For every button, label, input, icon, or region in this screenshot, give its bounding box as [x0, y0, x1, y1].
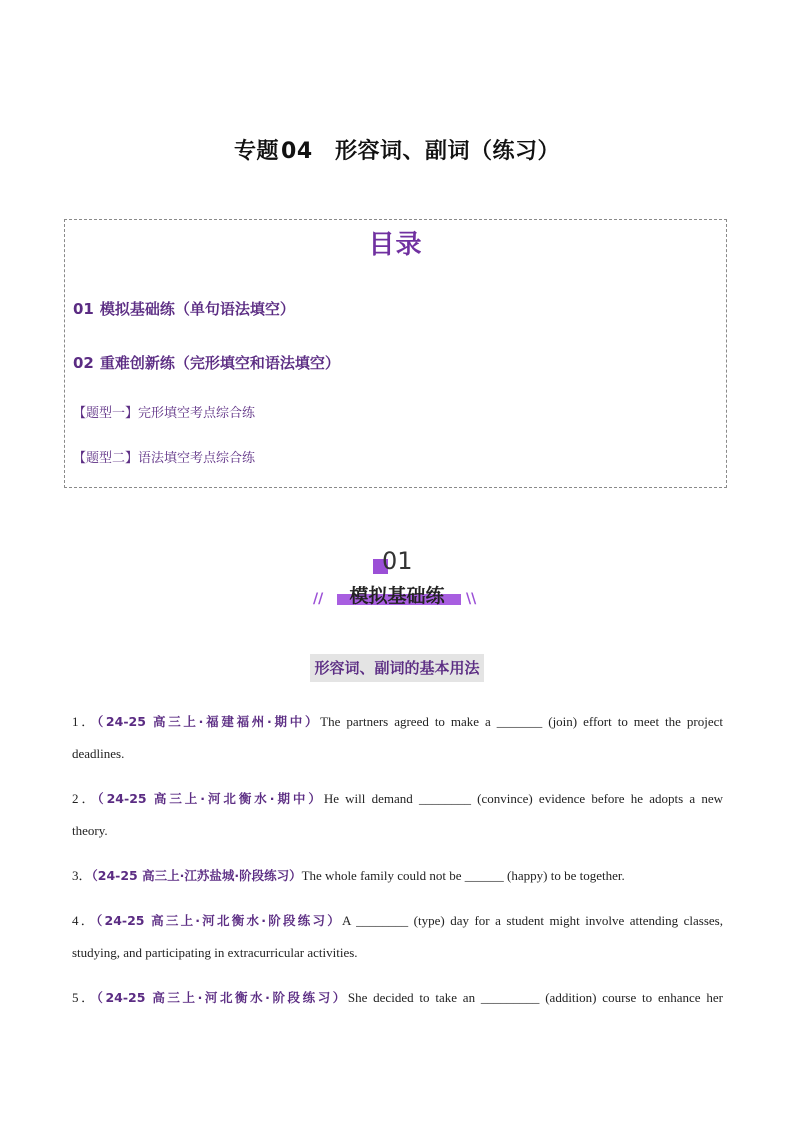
topic-heading: 形容词、副词的基本用法: [310, 654, 484, 682]
question-line: [72, 783, 723, 815]
document-title: [0, 134, 794, 165]
question-text-continued: theory.: [72, 823, 108, 838]
section-label: 模拟基础练: [349, 585, 445, 607]
toc-item-number: 02: [73, 354, 94, 372]
question-source: （24-25 高三上·福建福州·期中）: [96, 714, 321, 729]
question-line: [72, 982, 723, 1014]
section-number: 01: [382, 547, 413, 575]
question-source: （24-25 高三上·江苏盐城·阶段练习）: [91, 868, 302, 883]
question-text: She decided to take an _________ (addition) course to enhance her: [347, 990, 723, 1005]
toc-item-label: 模拟基础练（单句语法填空）: [99, 300, 295, 318]
question-index: 5．: [72, 990, 97, 1005]
toc-subitem-type-2[interactable]: 【题型二】语法填空考点综合练: [73, 451, 256, 466]
badge-slash-right: \\: [466, 591, 477, 607]
toc-item-01[interactable]: [73, 298, 295, 319]
question-index: 2．: [72, 791, 98, 806]
question-index: 1．: [72, 714, 97, 729]
question-3: [72, 860, 723, 892]
toc-heading: 目录: [368, 230, 423, 260]
question-source: （24-25 高三上·河北衡水·期中）: [97, 791, 324, 806]
question-text-continued: deadlines.: [72, 746, 125, 761]
question-line: [72, 905, 723, 937]
question-line: [72, 860, 723, 892]
question-text-continued: studying, and participating in extracurricular activities.: [72, 945, 358, 960]
question-text: The whole family could not be ______ (happy) to be together.: [301, 868, 625, 883]
title-prefix: 专题: [234, 139, 280, 164]
question-1: [72, 706, 723, 770]
title-number: 04: [281, 139, 313, 164]
toc-item-02[interactable]: [73, 352, 340, 373]
question-source: （24-25 高三上·河北衡水·阶段练习）: [96, 990, 348, 1005]
question-index: 3．: [72, 868, 92, 883]
table-of-contents: [64, 219, 727, 488]
question-text: A ________ (type) day for a student might involve attending classes,: [342, 913, 723, 928]
badge-slash-left: //: [313, 591, 324, 607]
question-2: [72, 783, 723, 847]
question-source: （24-25 高三上·河北衡水·阶段练习）: [96, 913, 343, 928]
title-text: 形容词、副词（练习）: [334, 139, 560, 164]
question-index: 4．: [72, 913, 96, 928]
question-text: He will demand ________ (convince) evidence before he adopts a new: [323, 791, 723, 806]
question-text: The partners agreed to make a _______ (join) effort to meet the project: [320, 714, 723, 729]
question-5: [72, 982, 723, 1014]
toc-subitem-type-1[interactable]: 【题型一】完形填空考点综合练: [73, 406, 256, 421]
question-line: [72, 706, 723, 738]
section-badge: [0, 543, 794, 613]
toc-item-label: 重难创新练（完形填空和语法填空）: [99, 354, 340, 372]
toc-item-number: 01: [73, 300, 94, 318]
question-4: [72, 905, 723, 969]
